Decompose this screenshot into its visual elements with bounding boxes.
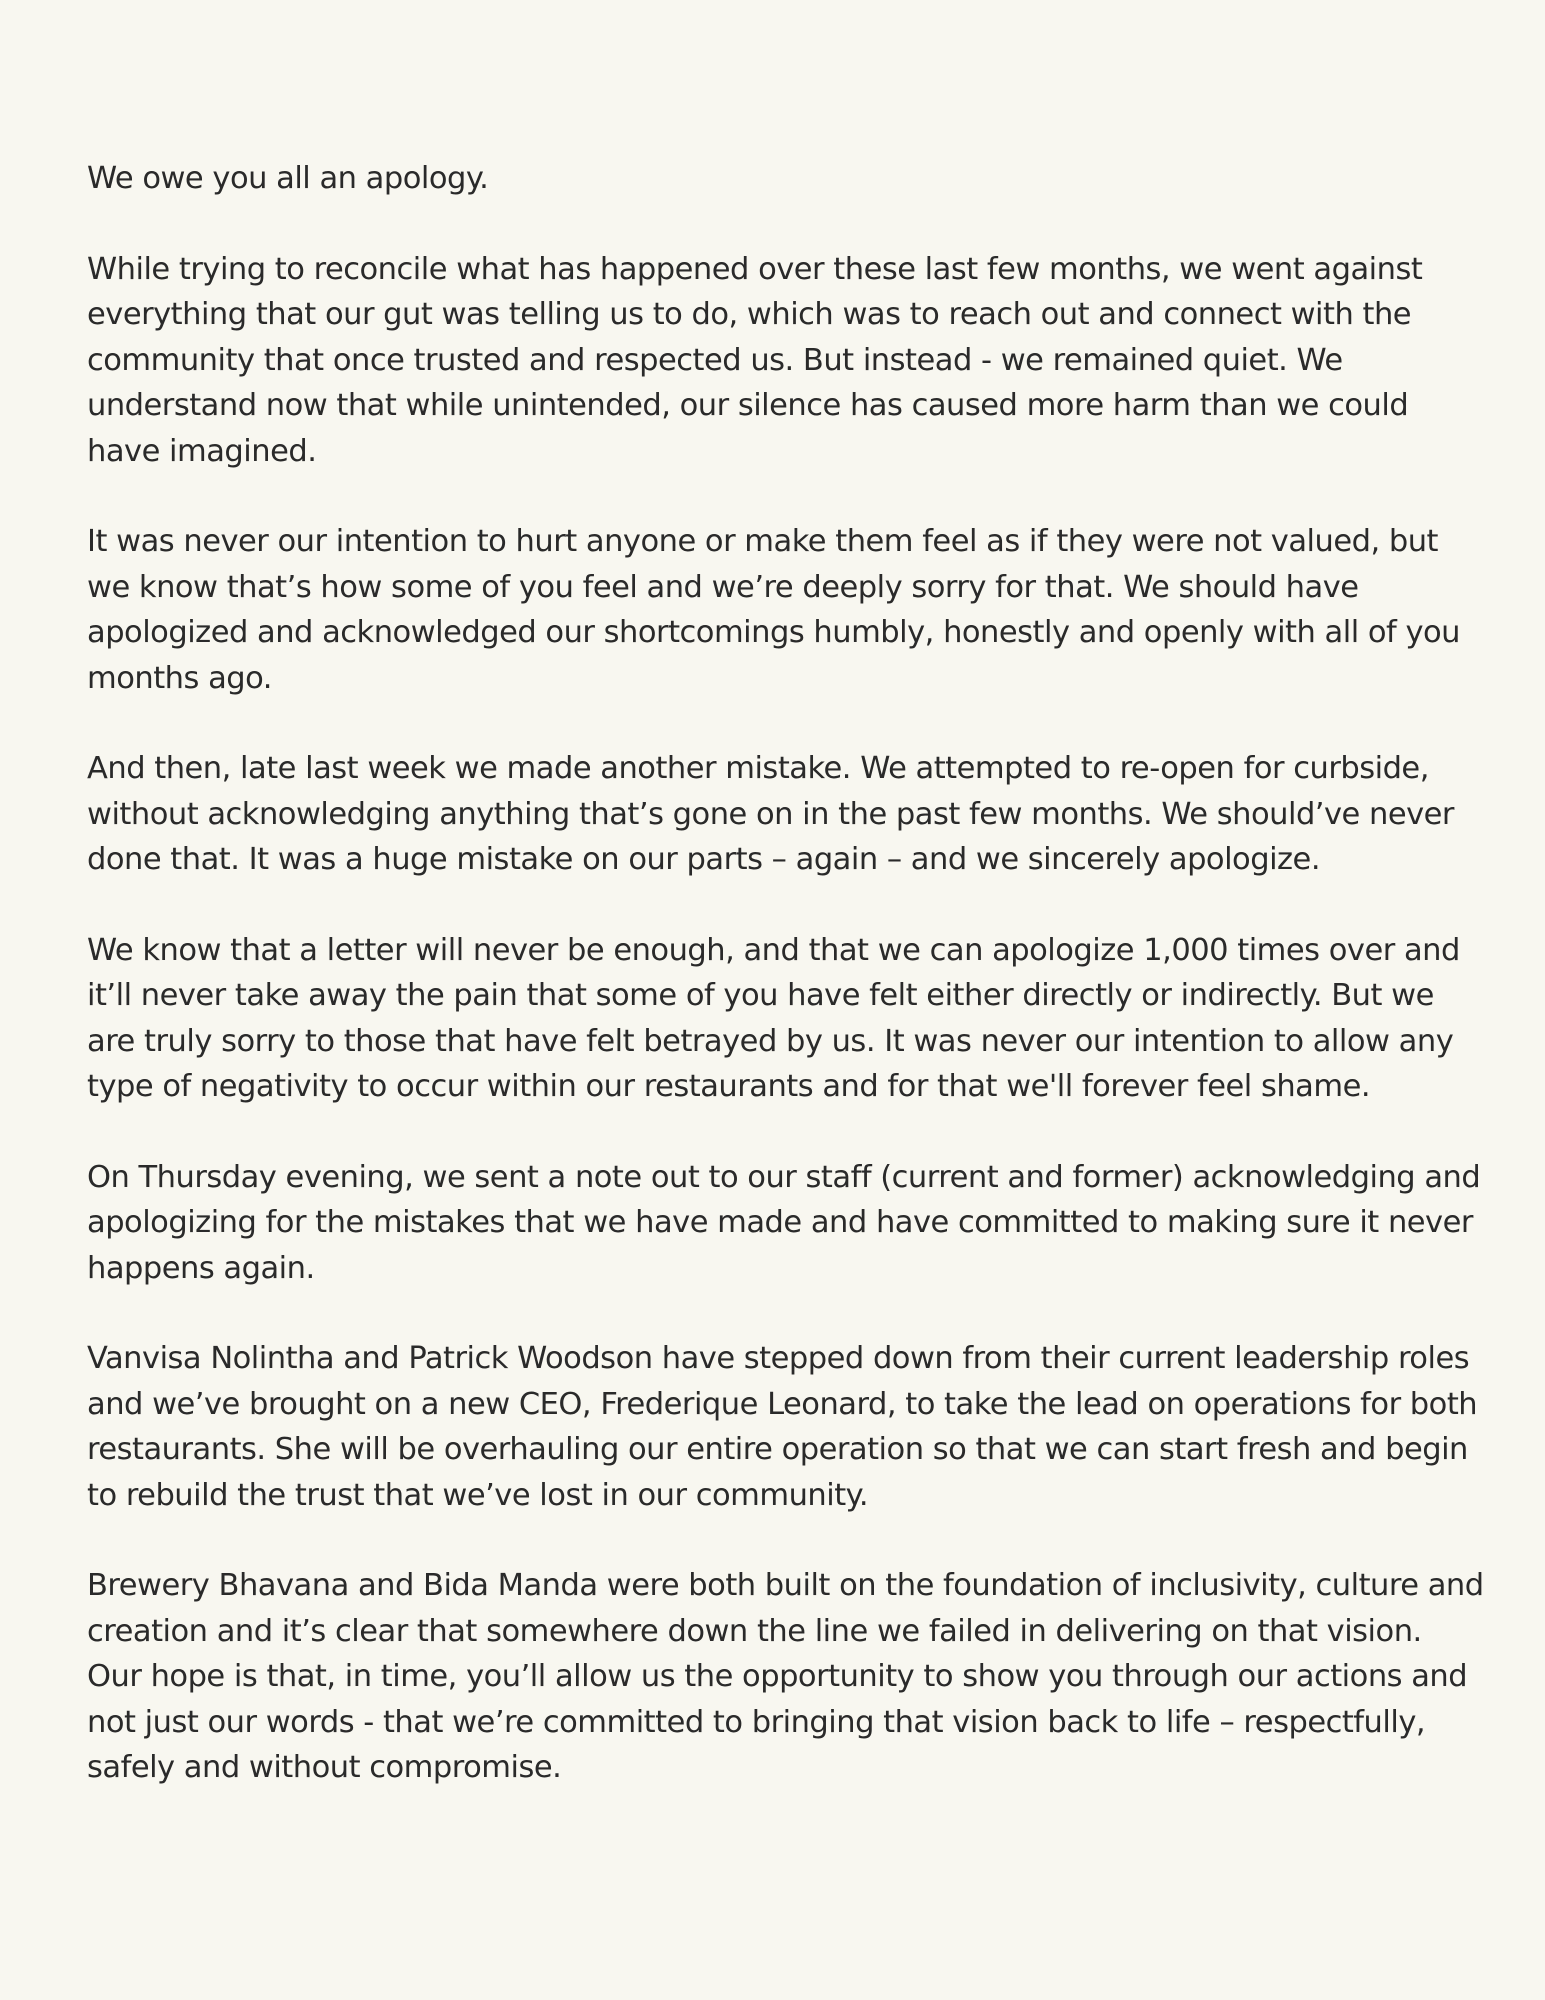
letter-paragraph-vision: Brewery Bhavana and Bida Manda were both built on the foundation of inclusivity, culture and creation and it’s clear that somewhere down the line we failed in delivering on that vision. Our hope is that, in time, you’ll allow us the opportunity to show you through our actions and not just our words - that we’re committed to bringing that vision back to life – respectfully, safely and without compromise. [87,1568,1484,1785]
letter-paragraph-intention: It was never our intention to hurt anyone or make them feel as if they were not valued, but we know that’s how some of you feel and we’re deeply sorry for that. We should have apologized and acknowledged our shortcomings humbly, honestly and openly with all of you months ago. [87,524,1460,696]
letter-paragraph-silence: While trying to reconcile what has happened over these last few months, we went against everything that our gut was telling us to do, which was to reach out and connect with the community that once trusted and respected us. But instead - we remained quiet. We understand now that while unintended, our silence has caused more harm than we could have imagined. [87,251,1423,469]
letter-paragraph-staff-note: On Thursday evening, we sent a note out to our staff (current and former) acknowledging and apologizing for the mistakes that we have made and have committed to making sure it never happens again. [87,1159,1481,1286]
apology-letter [87,156,1485,1791]
letter-paragraph-curbside: And then, late last week we made another mistake. We attempted to re-open for curbside, without acknowledging anything that’s gone on in the past few months. We should’ve never done that. It was a huge mistake on our parts – again – and we sincerely apologize. [87,751,1454,877]
letter-paragraph-leadership: Vanvisa Nolintha and Patrick Woodson have stepped down from their current leadership roles and we’ve brought on a new CEO, Frederique Leonard, to take the lead on operations for both restaurants. She will be overhauling our entire operation so that we can start fresh and begin to rebuild the trust that we’ve lost in our community. [87,1341,1478,1513]
letter-opening: We owe you all an apology. [87,161,489,196]
letter-paragraph-apology: We know that a letter will never be enough, and that we can apologize 1,000 times over and it’ll never take away the pain that some of you have felt either directly or indirectly. But we are truly sorry to those that have felt betrayed by us. It was never our intention to allow any type of negativity to occur within our restaurants and for that we'll forever feel shame. [87,932,1460,1104]
